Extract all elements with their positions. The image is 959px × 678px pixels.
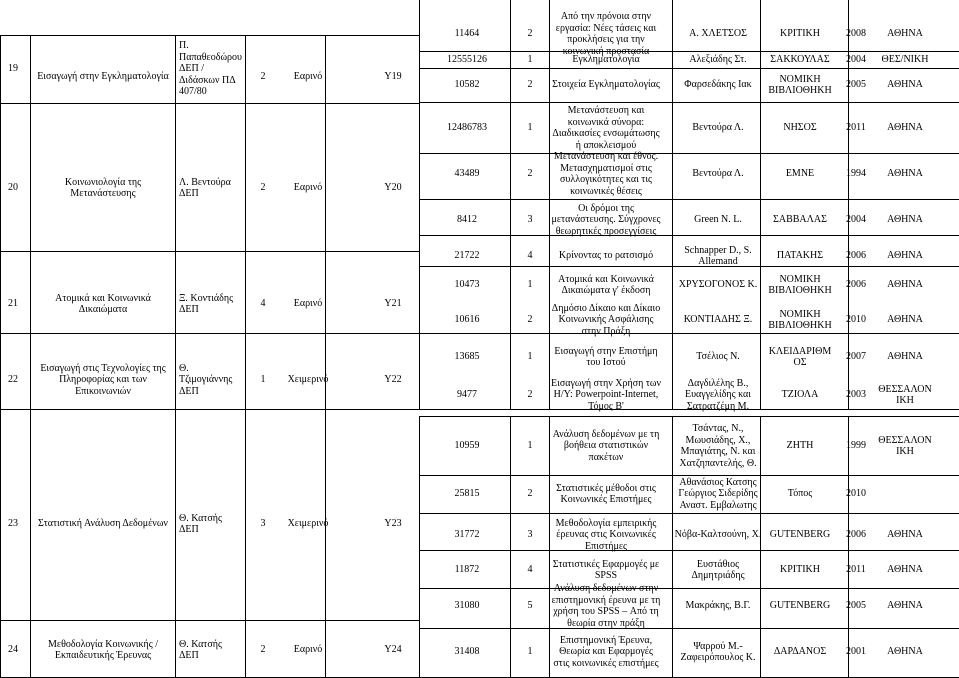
book-order: 3 (527, 529, 533, 541)
grid-line (419, 628, 959, 629)
grid-line (549, 266, 550, 333)
course-credits: 2 (260, 182, 266, 194)
grid-line (0, 35, 419, 36)
course-number: 21 (8, 298, 18, 310)
grid-line (419, 68, 420, 102)
book-city: ΘΕΣΣΑΛΟΝ ΙΚΗ (878, 434, 932, 457)
grid-line (760, 416, 761, 677)
book-order: 1 (527, 122, 533, 134)
book-year: 1999 (846, 440, 866, 452)
book-city: ΑΘΗΝΑ (887, 600, 923, 612)
grid-line (510, 0, 511, 51)
course-code: Υ22 (384, 374, 402, 386)
course-code: Υ19 (384, 71, 402, 83)
grid-line (549, 199, 550, 235)
grid-line (760, 51, 761, 68)
grid-line (549, 68, 550, 102)
book-city: ΑΘΗΝΑ (887, 79, 923, 91)
grid-line (848, 416, 849, 677)
grid-line (0, 409, 419, 410)
book-order: 2 (527, 389, 533, 401)
grid-line (672, 416, 673, 677)
book-publisher: ΣΑΚΚΟΥΛΑΣ (770, 54, 830, 66)
course-semester: Εαρινό (293, 644, 323, 656)
grid-line (419, 102, 420, 153)
book-publisher: GUTENBERG (769, 600, 831, 612)
book-city: ΑΘΗΝΑ (887, 122, 923, 134)
grid-line (419, 266, 420, 333)
book-year: 2001 (846, 646, 866, 658)
book-code: 12486783 (447, 122, 487, 134)
course-teacher: Ξ. Κοντιάδης ΔΕΠ (179, 292, 234, 315)
book-order: 4 (527, 250, 533, 262)
grid-line (549, 0, 550, 51)
course-semester: Χειμερινό (287, 374, 329, 386)
grid-line (175, 35, 176, 677)
grid-line (549, 153, 550, 199)
book-author: Βεντούρα Λ. (692, 168, 744, 180)
grid-line (760, 0, 761, 51)
grid-line (672, 199, 673, 235)
book-order: 1 (527, 646, 533, 658)
grid-line (760, 68, 761, 102)
book-title: Ανάλυση δεδομένων με τη βοήθεια στατιστικών πακέτων (552, 428, 660, 463)
course-name: Ατομικά και Κοινωνικά Δικαιώματα (55, 292, 151, 315)
book-year: 2008 (846, 28, 866, 40)
book-publisher: Τόπος (787, 488, 813, 500)
book-code: 13685 (454, 351, 480, 363)
book-order: 2 (527, 168, 533, 180)
book-title: Ανάλυση δεδομένων στην επιστημονική έρευνα με τη χρήση του SPSS – Από τη θεωρία στην πράξη (551, 583, 661, 629)
book-year: 2005 (846, 79, 866, 91)
book-author: Ευστάθιος Δημητριάδης (691, 558, 745, 581)
course-code: Υ23 (384, 518, 402, 530)
course-semester: Χειμερινό (287, 518, 329, 530)
grid-line (419, 416, 420, 677)
grid-line (30, 35, 31, 677)
book-author: Τσάντας, Ν., Μωυσιάδης, Χ., Μπαγιάτης, Ν. και Χατζηπαντελής, Θ. (679, 423, 757, 469)
book-code: 11464 (454, 28, 480, 40)
book-city: ΑΘΗΝΑ (887, 214, 923, 226)
book-year: 2006 (846, 250, 866, 262)
book-title: Στατιστικές Εφαρμογές με SPSS (552, 558, 660, 581)
grid-line (549, 51, 550, 68)
course-name: Μεθοδολογία Κοινωνικής / Εκπαιδευτικής Έρευνας (47, 638, 159, 661)
course-number: 23 (8, 518, 18, 530)
book-publisher: ΤΖΙΟΛΑ (781, 389, 819, 401)
book-year: 2004 (846, 54, 866, 66)
grid-line (760, 199, 761, 235)
book-title: Μετανάστευση και έθνος. Μετασχηματισμοί στις συλλογικότητες και τις κοινωνικές θέσεις (553, 151, 659, 197)
book-author: Νόβα-Καλτσούνη, Χ. (674, 529, 762, 541)
book-title: Από την πρόνοια στην εργασία: Νέες τάσεις και προκλήσεις για την κοινωνική προστασία (555, 11, 657, 57)
book-order: 1 (527, 440, 533, 452)
grid-line (419, 416, 959, 417)
book-code: 9477 (457, 389, 477, 401)
grid-line (419, 153, 420, 199)
grid-line (419, 102, 959, 103)
grid-line (419, 199, 959, 200)
grid-line (419, 235, 420, 266)
book-publisher: ΝΟΜΙΚΗ ΒΙΒΛΙΟΘΗΚΗ (768, 73, 832, 96)
grid-line (760, 235, 761, 266)
book-author: Ψαρρού Μ.- Ζαφειρόπουλος Κ. (680, 640, 756, 663)
grid-line (760, 102, 761, 153)
book-year: 2010 (846, 314, 866, 326)
course-number: 20 (8, 182, 18, 194)
book-publisher: ΝΟΜΙΚΗ ΒΙΒΛΙΟΘΗΚΗ (768, 308, 832, 331)
grid-line (325, 35, 326, 677)
grid-line (510, 102, 511, 153)
book-order: 1 (527, 54, 533, 66)
book-author: Α. ΧΛΕΤΣΟΣ (689, 28, 747, 40)
grid-line (419, 333, 959, 334)
book-code: 31772 (454, 529, 480, 541)
grid-line (760, 266, 761, 333)
course-semester: Εαρινό (293, 298, 323, 310)
book-code: 31408 (454, 646, 480, 658)
grid-line (549, 333, 550, 409)
course-teacher: Λ. Βεντούρα ΔΕΠ (179, 176, 231, 199)
grid-line (419, 235, 959, 236)
course-credits: 4 (260, 298, 266, 310)
grid-line (510, 199, 511, 235)
course-code: Υ20 (384, 182, 402, 194)
book-author: Δαγδιλέλης Β., Ευαγγελίδης και Σατρατζέμη Μ. (685, 377, 751, 412)
book-year: 2011 (846, 564, 866, 576)
book-order: 3 (527, 214, 533, 226)
book-year: 1994 (846, 168, 866, 180)
book-author: Φαρσεδάκης Ιακ (684, 79, 752, 91)
grid-line (419, 68, 959, 69)
book-year: 2006 (846, 529, 866, 541)
book-author: Green N. L. (694, 214, 742, 226)
grid-line (510, 416, 511, 677)
book-title: Στατιστικές μέθοδοι στις Κοινωνικές Επιστήμες (556, 482, 656, 505)
grid-line (510, 333, 511, 409)
grid-line (510, 68, 511, 102)
book-code: 10473 (454, 279, 480, 291)
book-author: ΧΡΥΣΟΓΟΝΟΣ Κ. (678, 279, 758, 291)
book-title: Μεθοδολογία εμπειρικής έρευνας στις Κοινωνικές Επιστήμες (555, 517, 657, 552)
book-author: Μακράκης, Β.Γ. (685, 600, 751, 612)
book-publisher: ΔΑΡΔΑΝΟΣ (773, 646, 827, 658)
grid-line (672, 68, 673, 102)
book-year: 2004 (846, 214, 866, 226)
book-code: 25815 (454, 488, 480, 500)
grid-line (0, 333, 419, 334)
book-city: ΑΘΗΝΑ (887, 646, 923, 658)
book-title: Κρίνοντας το ρατσισμό (558, 250, 654, 262)
book-order: 2 (527, 314, 533, 326)
grid-line (419, 51, 420, 68)
grid-line (419, 588, 959, 589)
course-credits: 2 (260, 644, 266, 656)
grid-line (419, 550, 959, 551)
grid-line (760, 153, 761, 199)
grid-line (672, 235, 673, 266)
book-publisher: ΕΜΝΕ (785, 168, 815, 180)
course-credits: 2 (260, 71, 266, 83)
grid-line (0, 620, 419, 621)
book-publisher: ΖΗΤΗ (786, 440, 814, 452)
book-city: ΑΘΗΝΑ (887, 279, 923, 291)
book-order: 2 (527, 28, 533, 40)
book-title: Επιστημονική Έρευνα, Θεωρία και Εφαρμογές στις κοινωνικές επιστήμες (553, 634, 659, 669)
book-order: 1 (527, 279, 533, 291)
grid-line (419, 0, 420, 51)
grid-line (510, 266, 511, 333)
course-teacher: Θ. Κατσής ΔΕΠ (179, 512, 222, 535)
course-teacher: Π. Παπαθεοδώρου ΔΕΠ / Διδάσκων ΠΔ 407/80 (179, 40, 242, 98)
book-publisher: ΝΗΣΟΣ (783, 122, 817, 134)
book-author: Αλεξιάδης Στ. (689, 54, 747, 66)
book-publisher: GUTENBERG (769, 529, 831, 541)
course-teacher: Θ. Τζιμογιάννης ΔΕΠ (179, 362, 233, 397)
course-credits: 3 (260, 518, 266, 530)
grid-line (672, 333, 673, 409)
book-code: 21722 (454, 250, 480, 262)
book-author: Τσέλιος Ν. (696, 351, 740, 363)
book-title: Μετανάστευση και κοινωνικά σύνορα: Διαδικασίες ενσωμάτωσης ή αποκλεισμού (552, 105, 660, 151)
book-code: 8412 (457, 214, 477, 226)
grid-line (672, 102, 673, 153)
grid-line (672, 0, 673, 51)
book-city: ΘΕΣΣΑΛΟΝ ΙΚΗ (878, 383, 932, 406)
book-title: Ατομικά και Κοινωνικά Δικαιώματα γ' έκδοση (558, 273, 654, 296)
course-code: Υ21 (384, 298, 402, 310)
course-name: Εισαγωγή στις Τεχνολογίες της Πληροφορίας και των Επικοινωνιών (40, 362, 166, 397)
book-publisher: ΚΡΙΤΙΚΗ (780, 28, 820, 40)
book-title: Οι δρόμοι της μετανάστευσης. Σύγχρονες θεωρητικές προσεγγίσεις (551, 202, 661, 237)
book-code: 31080 (454, 600, 480, 612)
course-number: 24 (8, 644, 18, 656)
grid-line (672, 266, 673, 333)
grid-line (760, 333, 761, 409)
book-title: Στοιχεία Εγκληματολογίας (552, 79, 660, 91)
grid-line (245, 35, 246, 677)
book-year: 2007 (846, 351, 866, 363)
grid-line (419, 51, 959, 52)
book-city: ΑΘΗΝΑ (887, 351, 923, 363)
book-code: 10582 (454, 79, 480, 91)
book-year: 2003 (846, 389, 866, 401)
book-title: Εισαγωγή στην Επιστήμη του Ιστού (554, 345, 658, 368)
grid-line (549, 102, 550, 153)
course-name: Κοινωνιολογία της Μετανάστευσης (64, 176, 142, 199)
book-publisher: ΚΛΕΙΔΑΡΙΘΜ ΟΣ (768, 345, 832, 368)
book-author: Βεντούρα Λ. (692, 122, 744, 134)
book-author: Αθανάσιος Κατσης Γεώργιος Σιδερίδης Αναστ. Εμβαλωτης (678, 476, 758, 511)
book-title: Δημόσιο Δίκαιο και Δίκαιο Κοινωνικής Ασφάλισης στην Πράξη (551, 302, 661, 337)
book-order: 1 (527, 351, 533, 363)
course-credits: 1 (260, 374, 266, 386)
grid-line (0, 251, 419, 252)
book-city: ΑΘΗΝΑ (887, 529, 923, 541)
book-city: ΘΕΣ/ΝΙΚΗ (881, 54, 929, 66)
book-city: ΑΘΗΝΑ (887, 564, 923, 576)
book-code: 11872 (454, 564, 480, 576)
grid-line (510, 235, 511, 266)
book-city: ΑΘΗΝΑ (887, 314, 923, 326)
book-publisher: ΝΟΜΙΚΗ ΒΙΒΛΙΟΘΗΚΗ (768, 273, 832, 296)
book-code: 43489 (454, 168, 480, 180)
course-semester: Εαρινό (293, 182, 323, 194)
grid-line (510, 51, 511, 68)
book-year: 2005 (846, 600, 866, 612)
book-city: ΑΘΗΝΑ (887, 28, 923, 40)
book-order: 2 (527, 488, 533, 500)
book-code: 10959 (454, 440, 480, 452)
book-code: 12555126 (447, 54, 487, 66)
grid-line (672, 153, 673, 199)
grid-line (0, 35, 1, 677)
course-teacher: Θ. Κατσής ΔΕΠ (179, 638, 222, 661)
grid-line (549, 235, 550, 266)
grid-line (549, 416, 550, 677)
book-publisher: ΠΑΤΑΚΗΣ (776, 250, 824, 262)
book-year: 2006 (846, 279, 866, 291)
book-code: 10616 (454, 314, 480, 326)
course-number: 22 (8, 374, 18, 386)
grid-line (510, 153, 511, 199)
grid-line (848, 0, 849, 51)
book-title: Εγκληματολογία (572, 54, 640, 66)
book-order: 4 (527, 564, 533, 576)
grid-line (419, 333, 420, 409)
course-name: Εισαγωγή στην Εγκληματολογία (37, 71, 169, 83)
course-number: 19 (8, 63, 18, 75)
grid-line (419, 199, 420, 235)
grid-line (419, 513, 959, 514)
book-year: 2011 (846, 122, 866, 134)
course-semester: Εαρινό (293, 71, 323, 83)
grid-line (419, 153, 959, 154)
book-author: Schnapper D., S. Allemand (684, 244, 752, 267)
grid-line (672, 51, 673, 68)
grid-line (0, 103, 419, 104)
book-publisher: ΣΑΒΒΑΛΑΣ (773, 214, 827, 226)
course-name: Στατιστική Ανάλυση Δεδομένων (38, 518, 168, 530)
book-author: ΚΟΝΤΙΑΔΗΣ Ξ. (683, 314, 753, 326)
book-city: ΑΘΗΝΑ (887, 168, 923, 180)
book-publisher: ΚΡΙΤΙΚΗ (780, 564, 820, 576)
book-title: Εισαγωγή στην Χρήση των Η/Υ: Powerpoint-Internet, Τόμος Β' (551, 377, 661, 412)
book-order: 2 (527, 79, 533, 91)
book-city: ΑΘΗΝΑ (887, 250, 923, 262)
book-year: 2010 (846, 488, 866, 500)
course-code: Υ24 (384, 644, 402, 656)
book-order: 5 (527, 600, 533, 612)
